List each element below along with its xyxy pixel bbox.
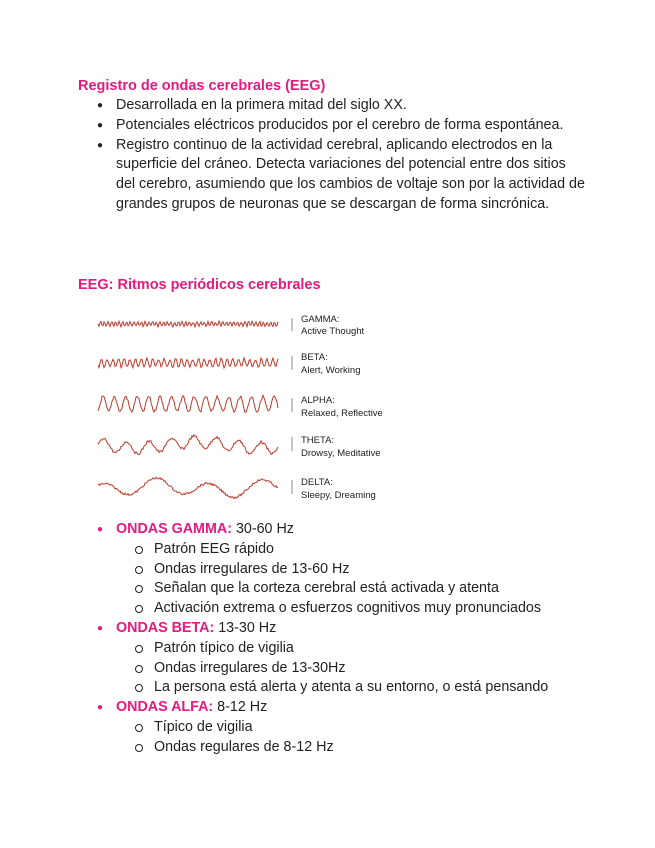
wave-type-range: 30-60 Hz xyxy=(235,521,294,537)
wave-detail: La persona está alerta y atenta a su entorno, o está pensando xyxy=(116,678,598,698)
eeg-trace-gamma xyxy=(98,321,278,327)
wave-detail-list xyxy=(116,540,598,619)
wave-detail: Patrón típico de vigilia xyxy=(116,639,598,659)
wave-label-theta-name: THETA: xyxy=(301,435,335,446)
wave-type-name: ONDAS ALFA: xyxy=(116,699,214,716)
wave-label-gamma-state: Active Thought xyxy=(301,326,365,337)
wave-detail: Ondas irregulares de 13-30Hz xyxy=(116,659,598,679)
eeg-waves-svg xyxy=(90,304,410,514)
wave-type-name: ONDAS GAMMA: xyxy=(116,521,232,537)
eeg-trace-delta xyxy=(98,477,278,498)
wave-type-range: 8-12 Hz xyxy=(217,699,268,716)
section-title-eeg: Registro de ondas cerebrales (EEG) xyxy=(78,78,326,94)
wave-detail: Ondas regulares de 8-12 Hz xyxy=(116,738,598,758)
wave-label-delta-state: Sleepy, Dreaming xyxy=(301,490,376,501)
intro-bullet: ● Potenciales eléctricos producidos por el cerebro de forma espontánea. xyxy=(78,116,588,136)
wave-label-theta-state: Drowsy, Meditative xyxy=(301,448,381,459)
intro-bullet: ● Desarrollada en la primera mitad del siglo XX. xyxy=(78,96,588,116)
wave-detail: Activación extrema o esfuerzos cognitivos muy pronunciados xyxy=(116,599,598,619)
wave-type-beta xyxy=(78,619,598,698)
wave-detail-list xyxy=(116,718,598,758)
intro-bullet: ● Registro continuo de la actividad cerebral, aplicando electrodos en la superficie del cráneo. Detecta variaciones del potencial entre dos sitios del cerebro, asumiendo que los cambios de voltaje son por la actividad de grandes grupos de neuronas que se descargan de forma sincrónica. xyxy=(78,136,588,215)
wave-label-delta-name: DELTA: xyxy=(301,477,333,488)
wave-label-alpha-state: Relaxed, Reflective xyxy=(301,408,383,419)
wave-label-beta-name: BETA: xyxy=(301,352,328,363)
wave-label-beta-state: Alert, Working xyxy=(301,365,361,376)
wave-detail: Patrón EEG rápido xyxy=(116,540,598,560)
wave-types-list xyxy=(78,520,598,758)
wave-detail-list xyxy=(116,639,598,698)
wave-type-gamma xyxy=(78,520,598,619)
wave-type-name: ONDAS BETA: xyxy=(116,619,215,636)
wave-detail: Ondas irregulares de 13-60 Hz xyxy=(116,560,598,580)
eeg-trace-beta xyxy=(98,358,278,368)
wave-label-gamma-name: GAMMA: xyxy=(301,314,340,325)
wave-label-alpha-name: ALPHA: xyxy=(301,395,335,406)
intro-bullet-list xyxy=(78,96,588,215)
eeg-waves-figure xyxy=(90,304,410,514)
wave-type-alfa xyxy=(78,698,598,757)
eeg-trace-alpha xyxy=(98,395,278,412)
eeg-trace-theta xyxy=(98,435,278,455)
wave-detail: Típico de vigilia xyxy=(116,718,598,738)
wave-detail: Señalan que la corteza cerebral está activada y atenta xyxy=(116,579,598,599)
section-title-rhythms: EEG: Ritmos periódicos cerebrales xyxy=(78,277,321,293)
wave-type-range: 13-30 Hz xyxy=(218,619,277,636)
